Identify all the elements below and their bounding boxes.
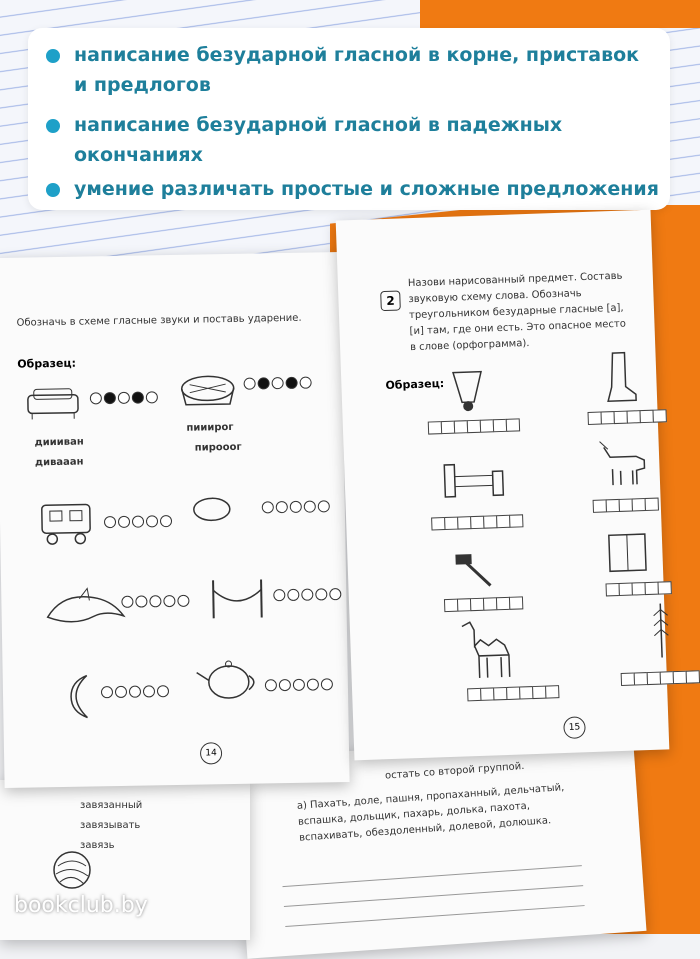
camel-icon [456,614,524,682]
sofa-sound-scheme [90,391,158,404]
banner-item-text: написание безударной гласной в корне, приставок и предлогов [74,40,639,100]
teapot-sound-scheme [265,678,333,691]
left-instruction: Обозначь в схеме гласные звуки и поставь ударение. [16,310,316,331]
hammer-icon [453,549,494,590]
word-1: завязанный [80,800,142,811]
wagon-sound-scheme [104,515,172,528]
shuttlecock-icon [447,367,489,412]
boot-icon [602,350,638,405]
hammer-sound-scheme [445,596,523,612]
left-page-number: 14 [200,742,222,764]
right-page [336,210,670,761]
wagon-icon [36,496,97,547]
banner-item-text: написание безударной гласной в падежных окончаниях [74,110,562,170]
moon-sound-scheme [101,685,169,698]
bullet-icon [46,183,60,197]
hammock-icon [207,575,268,620]
banner-item-text: умение различать простые и сложные предложения [74,174,659,204]
lemon-sound-scheme [262,500,330,513]
banner-item-2 [46,110,562,170]
dolphin-sound-scheme [121,595,189,608]
pie-sound-scheme [244,377,312,390]
right-sample-label: Образец: [385,377,444,392]
goat-sound-scheme [594,498,659,513]
sofa-word-2: дивааан [35,457,84,469]
word-2: завязывать [80,820,140,831]
bottom-page-header: остать со второй группой. [385,761,525,782]
bullet-icon [46,49,60,63]
moon-icon [61,671,102,722]
task-number-badge: 2 [380,290,401,311]
left-page [0,252,350,788]
sofa-word-1: диииван [35,437,84,449]
boot-sound-scheme [589,409,667,425]
lemon-icon [190,494,235,525]
right-page-number: 15 [563,716,586,739]
yarn-ball-icon [50,848,94,892]
left-sample-label: Образец: [17,357,76,371]
bed-icon [440,455,507,501]
teapot-icon [192,653,263,702]
feature-banner [28,28,670,210]
word-3: завязь [80,840,115,851]
pie-word-1: пииирог [186,422,233,434]
wheat-sound-scheme [622,670,700,686]
writing-line [285,905,584,927]
hammock-sound-scheme [273,588,341,601]
banner-item-1 [46,40,639,100]
bottom-page-text: а) Пахать, доле, пашня, пропаханный, дельчатый, вспашка, дольщик, пахарь, долька, пахота, вспахивать, обездоленный, долевой, долюшка. [296,779,579,846]
orange-accent-top [420,0,700,28]
bullet-icon [46,119,60,133]
writing-line [284,885,583,907]
shuttlecock-sound-scheme [429,418,520,434]
goat-icon [595,438,653,490]
pie-word-2: пирооог [195,442,242,454]
bed-sound-scheme [432,514,523,530]
right-instruction: Назови нарисованный предмет. Составь звуковую схему слова. Обозначь треугольником безударные гласные [а], [и] там, где они есть. Это опасное место в слове (орфограмма). [408,269,631,357]
writing-line [282,865,581,887]
brand-footer: bookclub.by [14,893,148,918]
notebook-icon [605,530,651,576]
banner-item-3 [46,174,659,204]
sofa-icon [24,385,83,422]
dolphin-icon [43,586,130,631]
camel-sound-scheme [468,685,559,701]
notebook-sound-scheme [606,581,671,596]
pie-icon [177,372,238,411]
wheat-icon [649,599,673,660]
